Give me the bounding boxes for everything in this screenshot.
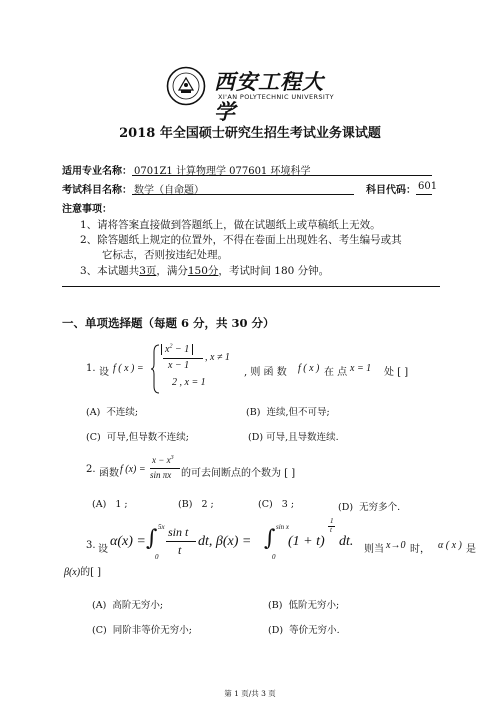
- q3-alpha-2: α ( x ): [438, 540, 462, 551]
- q1-lead: 设: [99, 367, 109, 378]
- q3-tail-3: 是: [466, 544, 476, 555]
- q1-case1-condition: , x ≠ 1: [205, 352, 230, 363]
- q3-power-denominator: t: [330, 526, 332, 534]
- q2-option-d: [338, 499, 400, 513]
- code-label: 科目代码：: [366, 185, 416, 196]
- q1-option-c-text: 可导,但导数不连续;: [106, 432, 189, 443]
- q3-mid: dt, β(x) =: [198, 534, 252, 549]
- q2-option-a-text: 1 ;: [115, 499, 128, 510]
- major-value: 0701Z1 计算物理学 077601 环境科学: [134, 166, 311, 177]
- q2-numerator-expr: x − x: [152, 455, 171, 465]
- note-item-3-part-b: ，满分: [156, 265, 188, 277]
- q1-point: x = 1: [350, 363, 372, 374]
- note-item-1: 1、请将答案直接做到答题纸上，做在试题纸上或草稿纸上无效。: [80, 219, 381, 231]
- q3-alpha: α(x) =: [110, 534, 146, 549]
- q1-option-a-label: (A): [86, 407, 101, 418]
- note-item-3-pages: 3页: [139, 265, 157, 277]
- q3-frac-denominator: t: [178, 543, 182, 557]
- q1-option-d-label: (D): [248, 432, 264, 443]
- subject-underline: [132, 194, 354, 195]
- q1-tail-2: 在 点: [324, 367, 348, 378]
- q1-case1-denominator: x − 1: [168, 360, 190, 371]
- q2-option-c-label: (C): [258, 499, 273, 510]
- q3-integral-1-icon: ∫: [146, 526, 158, 551]
- q1-option-c-label: (C): [86, 432, 101, 443]
- q3-option-a: [92, 597, 163, 611]
- university-subtitle: XI'AN POLYTECHNIC UNIVERSITY: [218, 93, 334, 101]
- q1-option-b-text: 连续,但不可导;: [266, 407, 330, 418]
- q3-option-d: [268, 622, 340, 636]
- q2-option-c: [258, 499, 294, 510]
- q1-case1-numerator: [161, 344, 193, 355]
- q2-lead: 函数: [99, 468, 119, 479]
- q1-case1-sup: 2: [169, 344, 173, 350]
- code-underline: [416, 194, 432, 195]
- q3-fraction-bar: [166, 541, 196, 542]
- q3-integral-2-upper: sin x: [276, 523, 290, 531]
- university-name: 西安工程大学: [214, 69, 324, 124]
- q2-tail: 的可去间断点的个数为 [ ]: [181, 468, 296, 479]
- note-item-2-line-1: 2、除答题纸上规定的位置外，不得在卷面上出现姓名、考生编号或其: [80, 234, 402, 246]
- q1-option-d-text: 可导,且导数连续.: [266, 432, 339, 443]
- q3-integral-2-lower: 0: [272, 553, 276, 561]
- q3-option-a-label: (A): [92, 600, 107, 611]
- code-value: 601: [418, 181, 438, 192]
- q2-fx: f (x) =: [120, 464, 146, 475]
- q3-line-2-tail: 的[ ]: [80, 567, 102, 578]
- q3-option-d-text: 等价无穷小.: [289, 625, 340, 636]
- major-label: 适用专业名称：: [62, 166, 132, 177]
- q3-option-b-text: 低阶无穷小;: [288, 600, 340, 611]
- q1-option-b-label: (B): [246, 407, 261, 418]
- notes-heading: 注意事项：: [62, 204, 112, 215]
- major-underline: [132, 175, 432, 176]
- q2-number: 2.: [86, 464, 96, 475]
- q2-option-b: [178, 499, 214, 510]
- q1-option-d: [248, 429, 339, 443]
- notes-divider: [62, 286, 440, 287]
- university-seal-icon: [166, 66, 206, 106]
- q1-number: 1.: [86, 363, 96, 374]
- q2-option-b-text: 2 ;: [201, 499, 214, 510]
- q1-option-a-text: 不连续;: [106, 407, 139, 418]
- q3-integral-1-lower: 0: [155, 553, 159, 561]
- q3-number: 3.: [86, 540, 96, 551]
- q2-fraction-bar: [150, 468, 180, 469]
- section-1-heading: 一、单项选择题（每题 6 分，共 30 分）: [62, 316, 275, 330]
- q3-limit: x→0: [386, 540, 406, 551]
- q1-left-brace-icon: [150, 344, 160, 394]
- exam-title: 2018 年全国硕士研究生招生考试业务课试题: [119, 126, 381, 141]
- q3-power-expr: (1 + t): [288, 534, 325, 549]
- q2-option-c-text: 3 ;: [281, 499, 295, 510]
- subject-label: 考试科目名称：: [62, 185, 132, 196]
- q3-integral-2-icon: ∫: [264, 526, 276, 551]
- q3-option-b-label: (B): [268, 600, 283, 611]
- q3-lead: 设: [98, 544, 108, 555]
- q1-tail: , 则 函 数: [244, 367, 287, 378]
- q3-dt-end: dt.: [339, 534, 354, 549]
- q3-tail-2: 时，: [410, 544, 430, 555]
- q1-case1-x: x: [165, 344, 170, 356]
- q1-option-b: [246, 404, 330, 418]
- q2-numerator-sup: 3: [170, 455, 174, 461]
- note-item-3-part-c: ，考试时间 180 分钟。: [218, 265, 330, 277]
- subject-value: 数学（自命题）: [134, 185, 204, 196]
- q3-beta: β(x): [64, 567, 81, 578]
- q2-option-a-label: (A): [92, 499, 107, 510]
- q1-case1-minus: − 1: [174, 344, 190, 356]
- q3-frac-numerator: sin t: [168, 525, 189, 539]
- university-logo: [166, 66, 336, 124]
- q3-tail: 则当: [364, 544, 384, 555]
- q1-fraction-bar: [163, 358, 203, 359]
- q2-option-d-text: 无穷多个.: [359, 502, 401, 513]
- q3-power-numerator: 1: [330, 517, 334, 525]
- q3-line-2: [64, 563, 101, 578]
- q2-option-d-label: (D): [338, 502, 354, 513]
- q3-option-a-text: 高阶无穷小;: [112, 600, 164, 611]
- note-item-3-part-a: 3、本试题共: [80, 265, 140, 277]
- q3-option-c-label: (C): [92, 625, 107, 636]
- q1-fx-2: f ( x ): [298, 363, 320, 374]
- q1-case2: 2 , x = 1: [172, 377, 206, 388]
- note-item-2-line-2: 它标志，否则按违纪处理。: [102, 249, 228, 261]
- q3-option-c: [92, 622, 192, 636]
- q3-option-c-text: 同阶非等价无穷小;: [112, 625, 192, 636]
- q2-denominator: sin πx: [150, 470, 172, 480]
- q2-option-b-label: (B): [178, 499, 193, 510]
- note-item-3: [80, 264, 329, 279]
- q1-option-a: [86, 404, 138, 418]
- page-footer: 第 1 页/共 3 页: [224, 689, 276, 698]
- q2-option-a: [92, 499, 128, 510]
- q1-option-c: [86, 429, 189, 443]
- q3-option-d-label: (D): [268, 625, 284, 636]
- note-item-3-score: 150分: [187, 265, 219, 277]
- q3-integral-1-upper: 5x: [158, 523, 165, 531]
- q1-fx: f ( x ) =: [113, 363, 144, 374]
- q2-numerator: [152, 455, 174, 465]
- q1-tail-3: 处 [ ]: [384, 367, 409, 378]
- q3-option-b: [268, 597, 339, 611]
